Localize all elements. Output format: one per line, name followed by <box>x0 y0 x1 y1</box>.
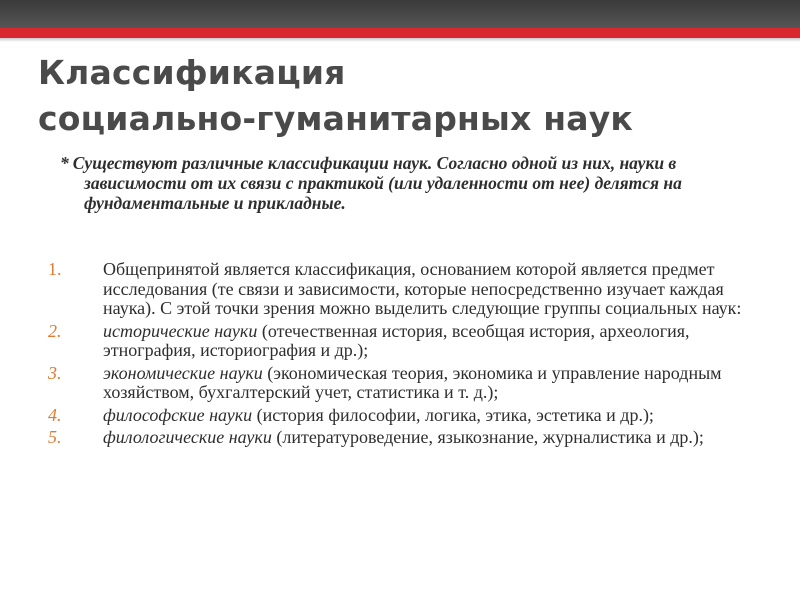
list-item-number: 1. <box>48 259 62 279</box>
list-item-text: (отечественная история, всеобщая история, археология, этнография, историография и др.); <box>103 320 690 360</box>
top-bar-shadow <box>0 38 800 42</box>
asterisk-marker: * <box>60 153 69 173</box>
list-item-number: 4. <box>48 404 62 425</box>
list-item-term: экономические науки <box>103 362 263 383</box>
science-groups-list <box>48 260 753 451</box>
intro-note-text: Существуют различные классификации наук. Согласно одной из них, науки в зависимости от их связи с практикой (или удаленности от нее) делятся на фундаментальные и прикладные. <box>72 153 682 213</box>
list-item <box>48 364 753 403</box>
top-accent-stripe <box>0 28 800 38</box>
list-item-number: 3. <box>48 362 62 383</box>
intro-note-body <box>60 153 700 213</box>
list-item-term: филологические науки <box>103 427 272 447</box>
list-item-term: философские науки <box>103 404 253 425</box>
list-item-text: (история философии, логика, этика, эстетика и др.); <box>252 404 654 425</box>
slide-title <box>38 50 778 142</box>
list-item-number: 2. <box>48 320 62 341</box>
slide-title-line-1: Классификация <box>38 53 346 92</box>
list-item-term: исторические науки <box>103 320 258 341</box>
top-decorative-bar <box>0 0 800 28</box>
list-item <box>48 322 753 361</box>
list-item-number: 5. <box>48 427 62 447</box>
list-item <box>48 428 753 448</box>
slide-title-line-2: социально-гуманитарных наук <box>38 99 634 138</box>
intro-note <box>60 153 700 213</box>
list-item-text: Общепринятой является классификация, основанием которой является предмет исследования (те связи и зависимости, которые непосредственно изучает каждая наука). С этой точки зрения можно выделить следующие группы социальных наук: <box>103 259 742 318</box>
list-item-text: (литературоведение, языкознание, журналистика и др.); <box>271 427 704 447</box>
list-item-text: (экономическая теория, экономика и управление народным хозяйством, бухгалтерский учет, статистика и т. д.); <box>103 362 722 402</box>
list-item <box>48 260 753 319</box>
list-item <box>48 406 753 426</box>
